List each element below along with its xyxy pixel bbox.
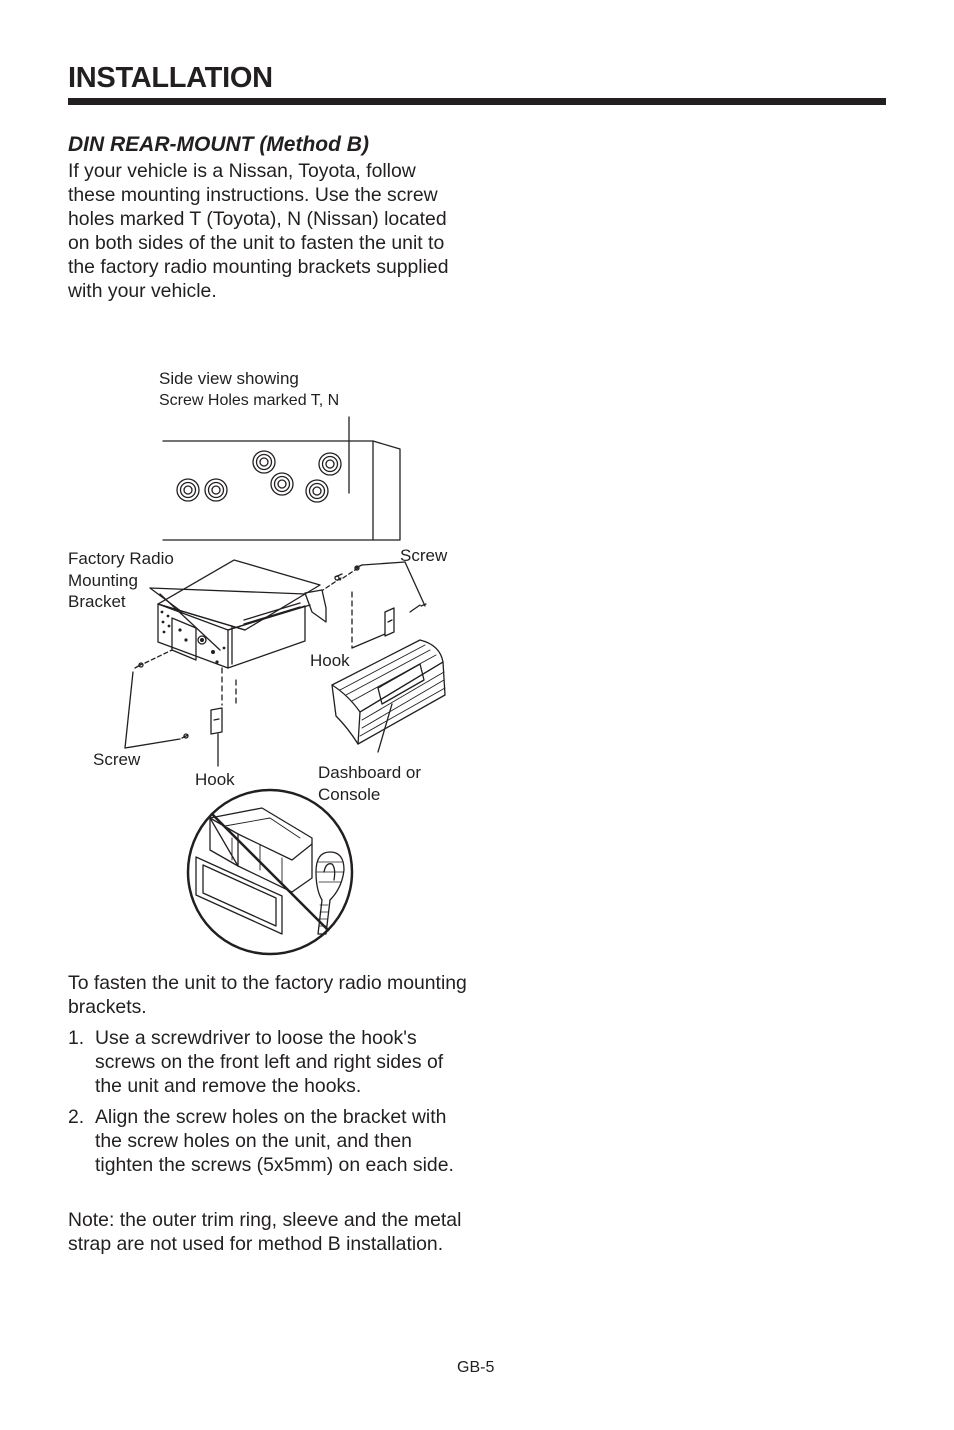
hook-bottom [211, 668, 236, 766]
screw-icon [323, 562, 426, 612]
section-heading: DIN REAR-MOUNT (Method B) [68, 133, 369, 156]
step-number: 1. [68, 1027, 85, 1049]
screw-hole-icon [177, 451, 341, 502]
dashboard-label: Dashboard or Console [318, 763, 422, 804]
step-number: 2. [68, 1106, 85, 1128]
instruction-step [68, 1105, 468, 1177]
screw-label-left: Screw [93, 750, 141, 769]
factory-radio-bracket-label: Factory Radio Mounting Bracket [68, 549, 174, 611]
intro-paragraph: If your vehicle is a Nissan, Toyota, follow these mounting instructions. Use the screw holes marked T (Toyota), N (Nissan) located on both sides of the unit to fasten the unit to the factory radio mounting brackets supplied with your vehicle. [68, 160, 449, 302]
screw-holes-label: Screw Holes marked T, N [159, 392, 340, 409]
screw-icon-left [125, 650, 188, 748]
instructions-lead: To fasten the unit to the factory radio mounting brackets. [68, 972, 467, 1018]
hook-label-bottom: Hook [195, 770, 235, 789]
note-paragraph: Note: the outer trim ring, sleeve and the metal strap are not used for method B installation. [68, 1209, 462, 1255]
radio-unit [158, 560, 326, 668]
hook-right [352, 592, 394, 648]
side-view-label: Side view showing [159, 369, 299, 388]
step-text: Align the screw holes on the bracket with the screw holes on the unit, and then tighten the screws (5x5mm) on each side. [95, 1106, 454, 1176]
not-used-items [188, 790, 352, 954]
hook-label-right: Hook [310, 651, 350, 670]
side-view-panel [163, 417, 400, 540]
dashboard-console [332, 640, 445, 752]
step-text: Use a screwdriver to loose the hook's screws on the front left and right sides of the unit and remove the hooks. [95, 1027, 444, 1097]
page-title: INSTALLATION [68, 62, 273, 94]
instruction-step [68, 1026, 468, 1098]
page-number: GB-5 [457, 1359, 495, 1376]
screw-label-top: Screw [400, 546, 448, 565]
